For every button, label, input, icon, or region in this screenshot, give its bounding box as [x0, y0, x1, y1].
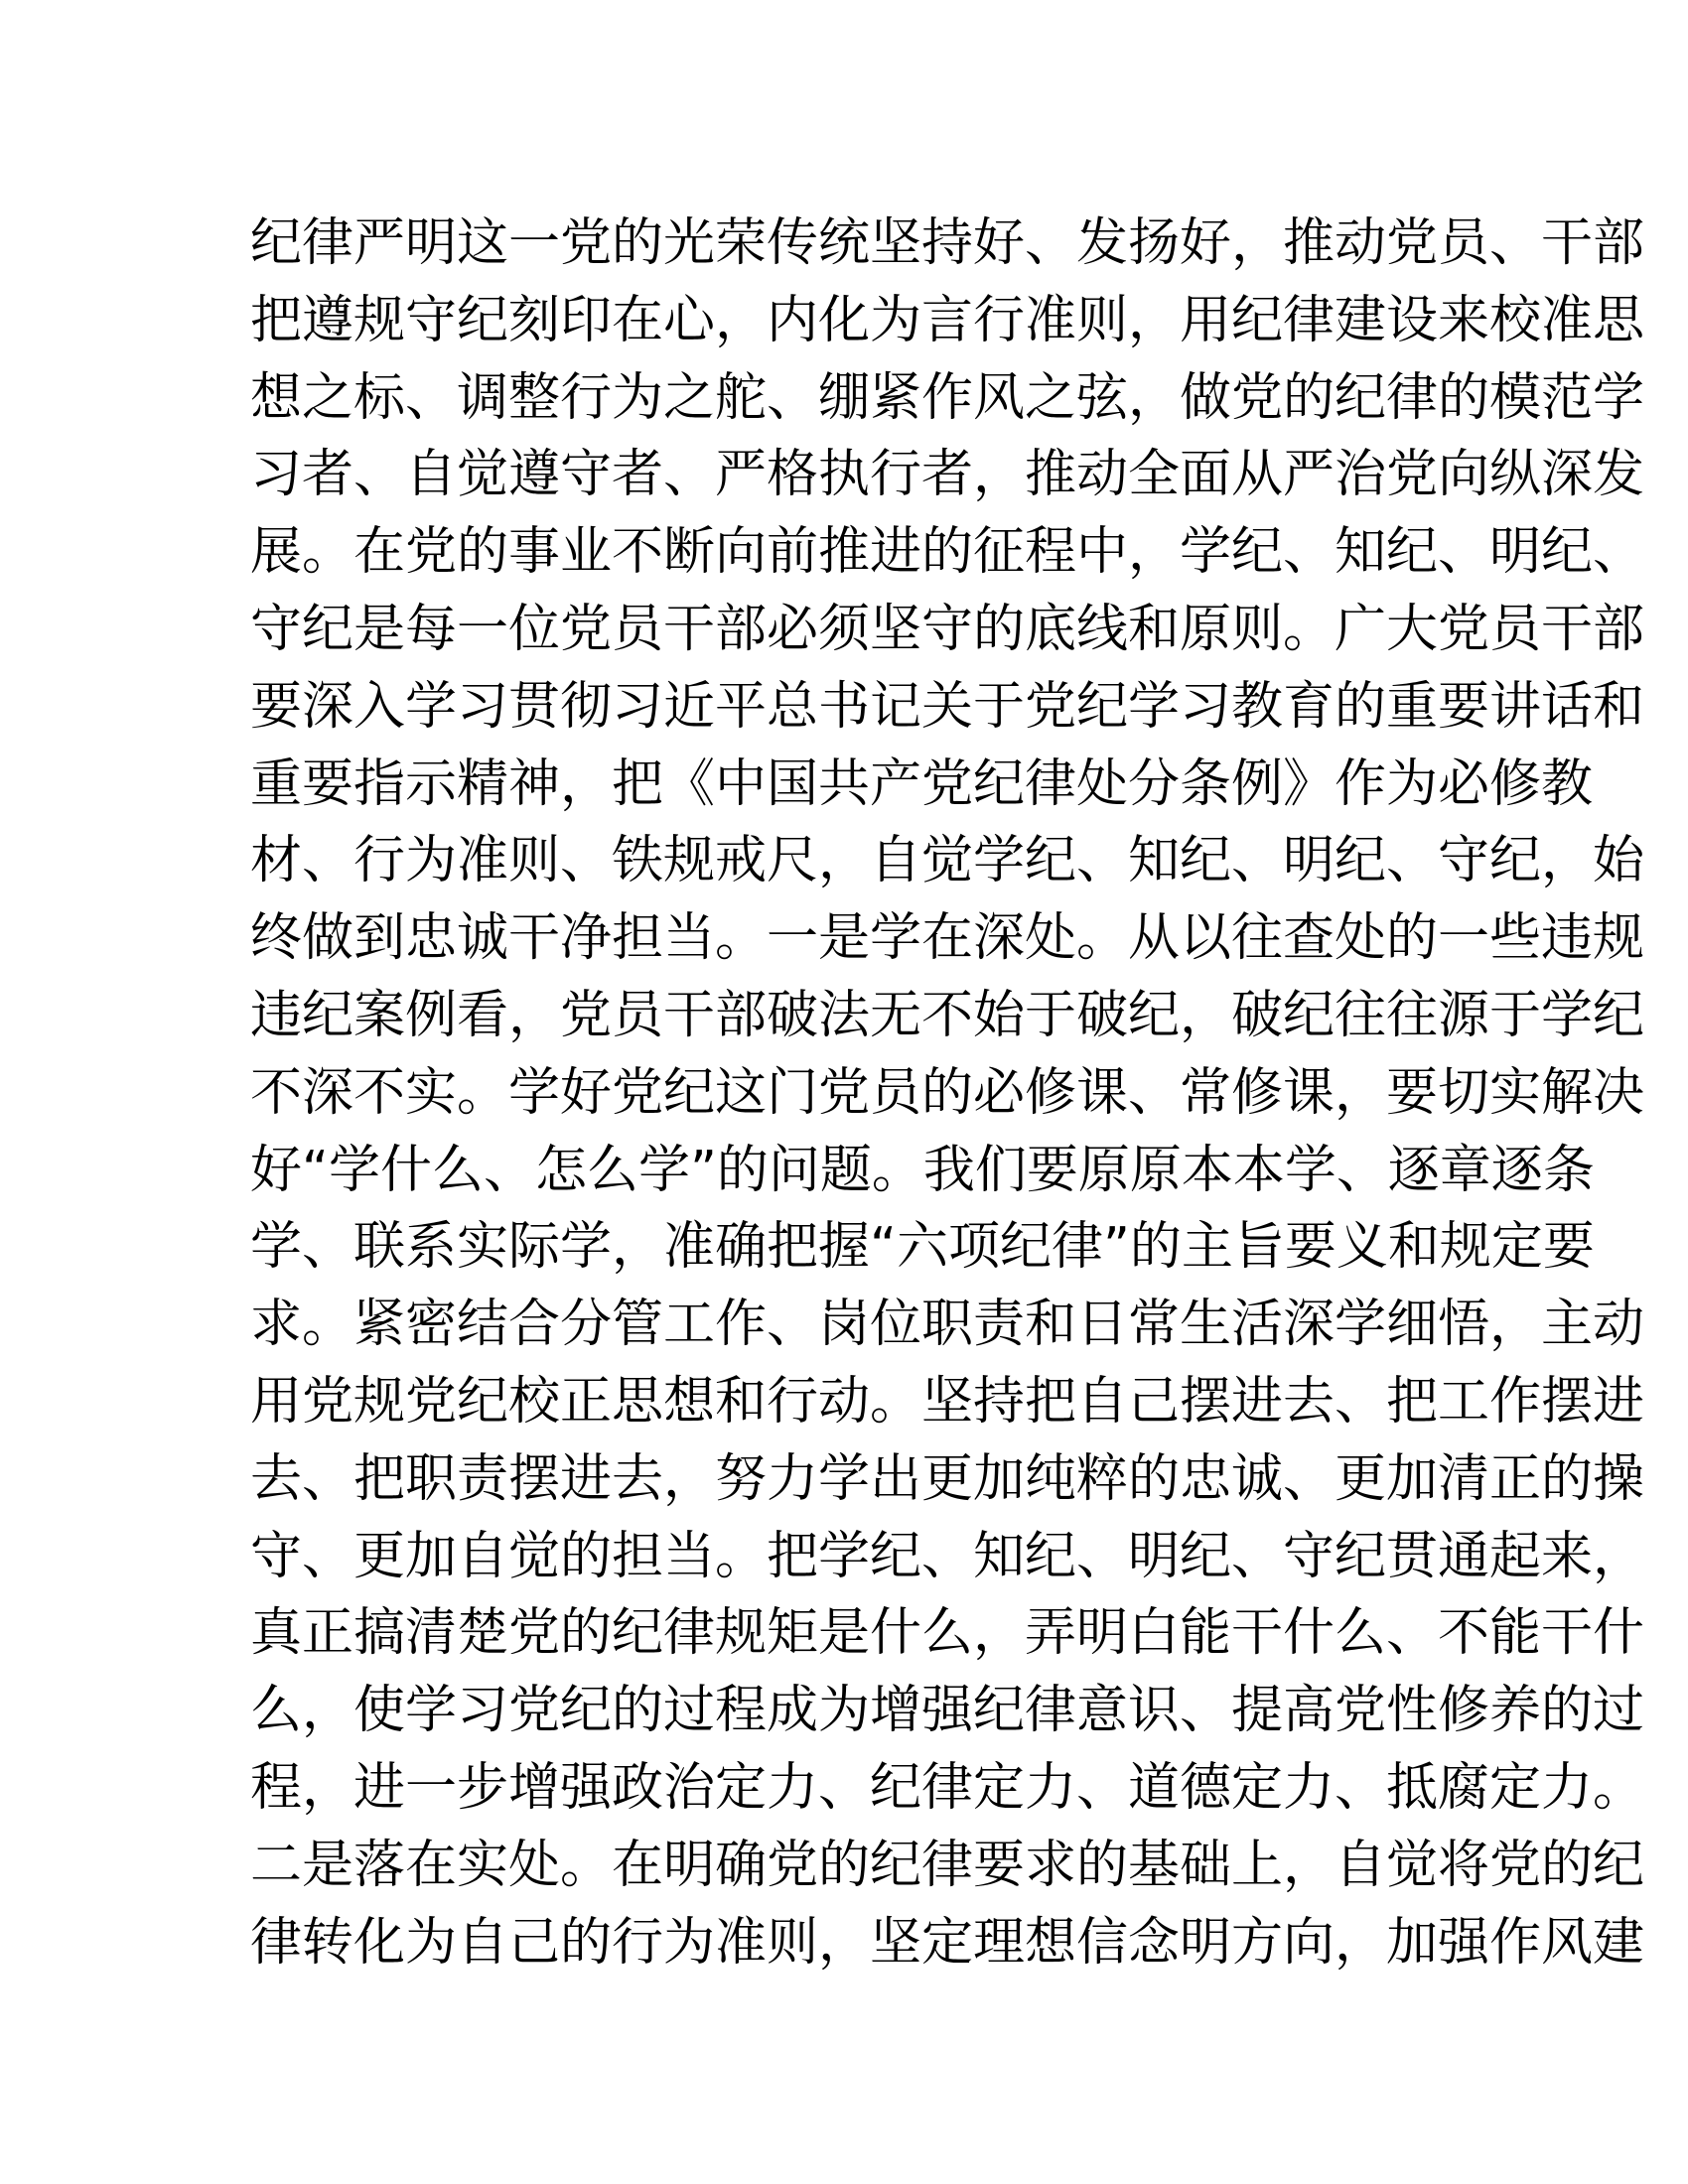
text-line-14: 学、联系实际学，准确把握“六项纪律”的主旨要义和规定要	[250, 1217, 1595, 1278]
text-line-3: 想之标、调整行为之舵、绷紧作风之弦，做党的纪律的模范学	[250, 367, 1645, 428]
text-line-23: 律转化为自己的行为准则，坚定理想信念明方向，加强作风建	[250, 1912, 1645, 1973]
text-line-11: 违纪案例看，党员干部破法无不始于破纪，破纪往往源于学纪	[250, 985, 1645, 1045]
text-line-12: 不深不实。学好党纪这门党员的必修课、常修课，要切实解决	[250, 1062, 1645, 1123]
text-line-10: 终做到忠诚干净担当。一是学在深处。从以往查处的一些违规	[250, 908, 1645, 969]
text-line-8: 重要指示精神，把《中国共产党纪律处分条例》作为必修教	[250, 753, 1594, 814]
text-line-7: 要深入学习贯彻习近平总书记关于党纪学习教育的重要讲话和	[250, 676, 1645, 737]
body-paragraph	[250, 205, 1645, 1981]
text-line-22: 二是落在实处。在明确党的纪律要求的基础上，自觉将党的纪	[250, 1835, 1645, 1895]
text-line-16: 用党规党纪校正思想和行动。坚持把自己摆进去、把工作摆进	[250, 1371, 1645, 1432]
text-line-17: 去、把职责摆进去，努力学出更加纯粹的忠诚、更加清正的操	[250, 1448, 1645, 1509]
text-line-18: 守、更加自觉的担当。把学纪、知纪、明纪、守纪贯通起来，	[250, 1526, 1645, 1586]
text-line-1: 纪律严明这一党的光荣传统坚持好、发扬好，推动党员、干部	[250, 213, 1645, 273]
text-line-19: 真正搞清楚党的纪律规矩是什么，弄明白能干什么、不能干什	[250, 1603, 1645, 1664]
text-line-9: 材、行为准则、铁规戒尺，自觉学纪、知纪、明纪、守纪，始	[250, 831, 1645, 891]
text-line-15: 求。紧密结合分管工作、岗位职责和日常生活深学细悟，主动	[250, 1295, 1645, 1355]
text-line-21: 程，进一步增强政治定力、纪律定力、道德定力、抵腐定力。	[250, 1757, 1645, 1818]
text-line-6: 守纪是每一位党员干部必须坚守的底线和原则。广大党员干部	[250, 599, 1645, 659]
text-line-5: 展。在党的事业不断向前推进的征程中，学纪、知纪、明纪、	[250, 522, 1645, 583]
text-line-2: 把遵规守纪刻印在心，内化为言行准则，用纪律建设来校准思	[250, 290, 1645, 350]
text-line-20: 么，使学习党纪的过程成为增强纪律意识、提高党性修养的过	[250, 1681, 1645, 1741]
text-line-4: 习者、自觉遵守者、严格执行者，推动全面从严治党向纵深发	[250, 445, 1645, 505]
text-line-13: 好“学什么、怎么学”的问题。我们要原原本本学、逐章逐条	[250, 1140, 1595, 1200]
